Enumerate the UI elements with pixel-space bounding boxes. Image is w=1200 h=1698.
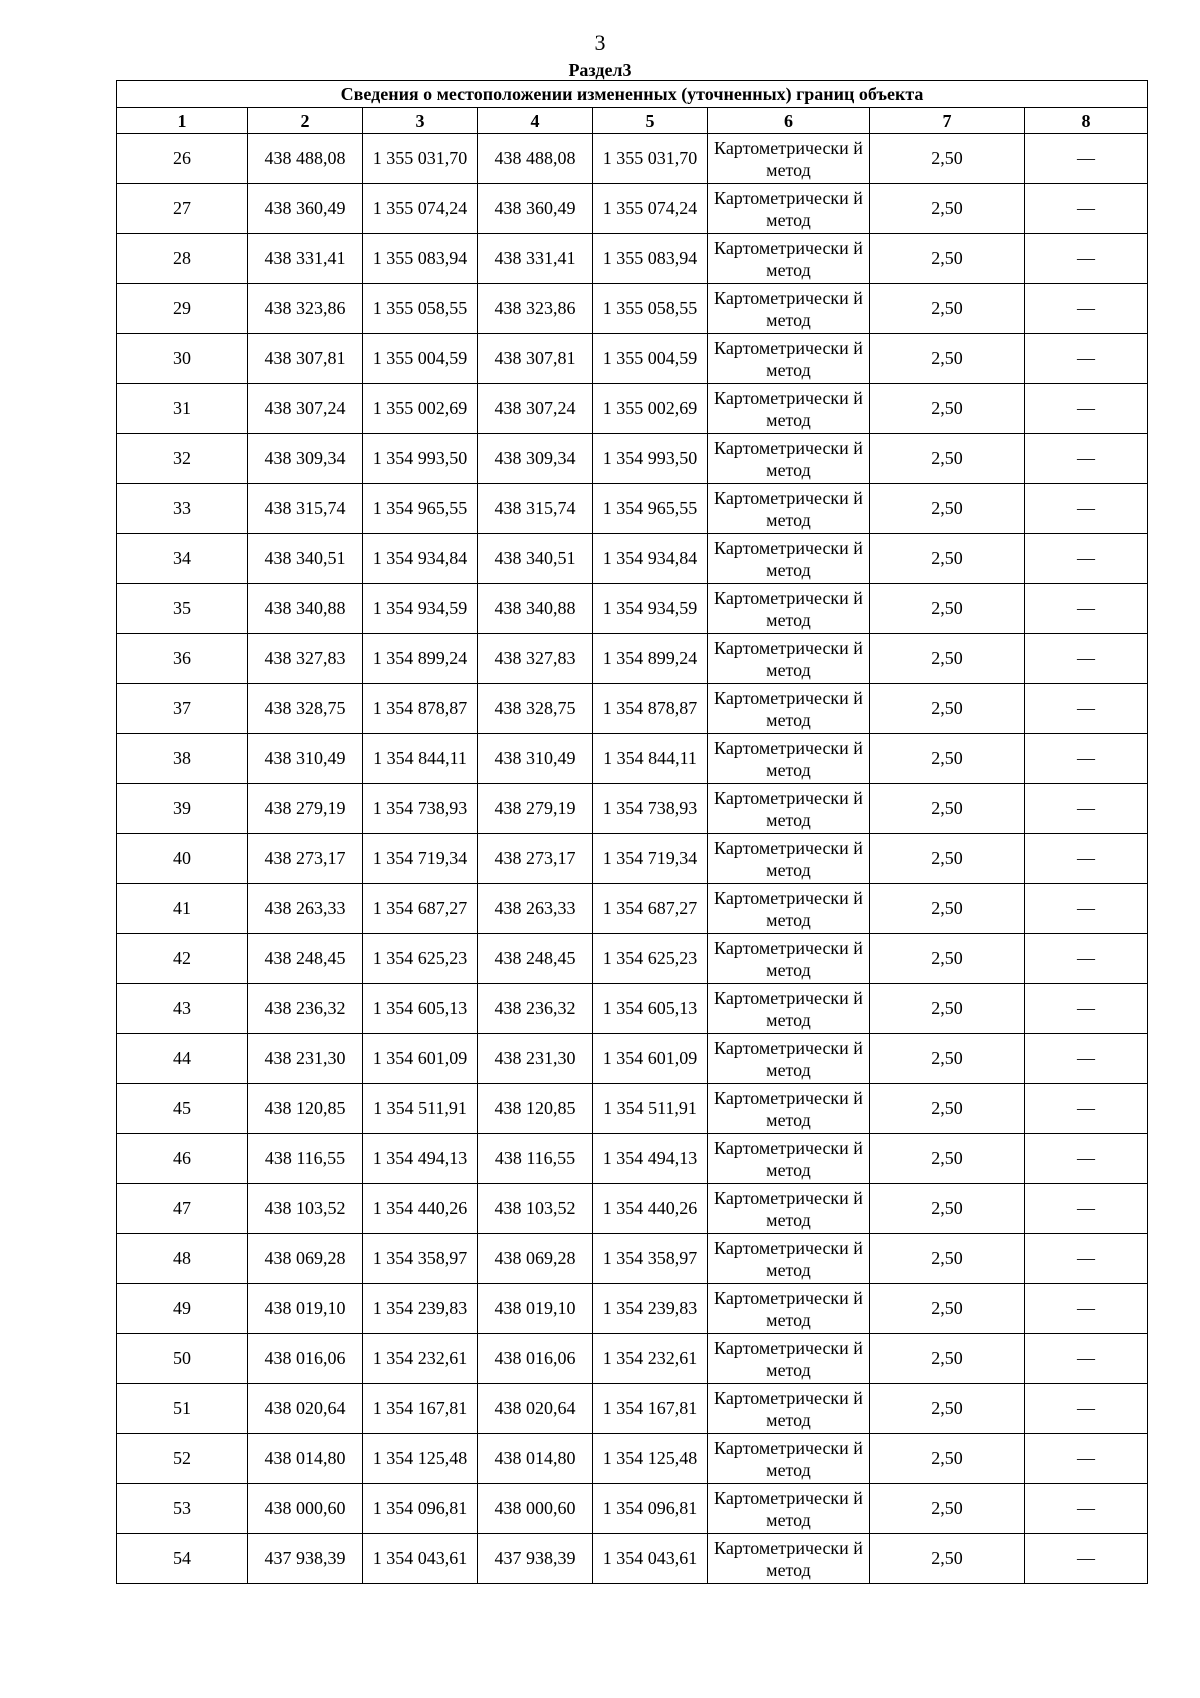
coordinate-cell: 438 360,49 xyxy=(478,184,593,234)
point-number-cell: 48 xyxy=(117,1234,248,1284)
accuracy-cell: 2,50 xyxy=(870,784,1025,834)
coordinate-cell: 438 340,51 xyxy=(248,534,363,584)
coordinate-cell: 1 354 625,23 xyxy=(593,934,708,984)
point-number-cell: 29 xyxy=(117,284,248,334)
method-cell: Картометрически й метод xyxy=(708,1484,870,1534)
point-number-cell: 45 xyxy=(117,1084,248,1134)
coordinate-cell: 438 231,30 xyxy=(478,1034,593,1084)
method-cell: Картометрически й метод xyxy=(708,934,870,984)
coordinate-cell: 438 019,10 xyxy=(478,1284,593,1334)
coordinate-cell: 1 355 002,69 xyxy=(593,384,708,434)
description-cell: — xyxy=(1025,1334,1148,1384)
description-cell: — xyxy=(1025,1434,1148,1484)
point-number-cell: 33 xyxy=(117,484,248,534)
coordinate-cell: 438 273,17 xyxy=(248,834,363,884)
accuracy-cell: 2,50 xyxy=(870,1434,1025,1484)
accuracy-cell: 2,50 xyxy=(870,1084,1025,1134)
description-cell: — xyxy=(1025,234,1148,284)
method-cell: Картометрически й метод xyxy=(708,834,870,884)
method-cell: Картометрически й метод xyxy=(708,1284,870,1334)
accuracy-cell: 2,50 xyxy=(870,284,1025,334)
description-cell: — xyxy=(1025,1034,1148,1084)
coordinate-cell: 437 938,39 xyxy=(478,1534,593,1584)
accuracy-cell: 2,50 xyxy=(870,584,1025,634)
point-number-cell: 34 xyxy=(117,534,248,584)
table-row xyxy=(117,1534,1148,1584)
coordinate-cell: 438 263,33 xyxy=(248,884,363,934)
accuracy-cell: 2,50 xyxy=(870,734,1025,784)
coordinate-cell: 438 307,24 xyxy=(478,384,593,434)
coordinate-cell: 1 355 004,59 xyxy=(593,334,708,384)
method-cell: Картометрически й метод xyxy=(708,1384,870,1434)
method-cell: Картометрически й метод xyxy=(708,1334,870,1384)
method-cell: Картометрически й метод xyxy=(708,184,870,234)
accuracy-cell: 2,50 xyxy=(870,534,1025,584)
coordinate-cell: 1 354 934,84 xyxy=(593,534,708,584)
description-cell: — xyxy=(1025,684,1148,734)
coordinate-cell: 1 355 031,70 xyxy=(363,134,478,184)
table-row xyxy=(117,634,1148,684)
accuracy-cell: 2,50 xyxy=(870,1034,1025,1084)
coordinates-table xyxy=(116,80,1148,1584)
coordinate-cell: 438 116,55 xyxy=(248,1134,363,1184)
accuracy-cell: 2,50 xyxy=(870,834,1025,884)
coordinate-cell: 1 354 965,55 xyxy=(593,484,708,534)
coordinate-cell: 438 236,32 xyxy=(248,984,363,1034)
coordinate-cell: 1 354 934,59 xyxy=(593,584,708,634)
point-number-cell: 54 xyxy=(117,1534,248,1584)
table-row xyxy=(117,284,1148,334)
coordinate-cell: 438 315,74 xyxy=(478,484,593,534)
table-row xyxy=(117,1034,1148,1084)
point-number-cell: 50 xyxy=(117,1334,248,1384)
coordinate-cell: 438 120,85 xyxy=(478,1084,593,1134)
table-row xyxy=(117,934,1148,984)
coordinate-cell: 1 354 719,34 xyxy=(363,834,478,884)
point-number-cell: 28 xyxy=(117,234,248,284)
coordinate-cell: 438 000,60 xyxy=(248,1484,363,1534)
method-cell: Картометрически й метод xyxy=(708,984,870,1034)
description-cell: — xyxy=(1025,1084,1148,1134)
coordinate-cell: 1 354 096,81 xyxy=(593,1484,708,1534)
coordinate-cell: 438 327,83 xyxy=(478,634,593,684)
coordinate-cell: 1 354 993,50 xyxy=(363,434,478,484)
method-cell: Картометрически й метод xyxy=(708,134,870,184)
coordinate-cell: 1 355 083,94 xyxy=(363,234,478,284)
method-cell: Картометрически й метод xyxy=(708,384,870,434)
coordinate-cell: 438 328,75 xyxy=(478,684,593,734)
coordinate-cell: 438 069,28 xyxy=(478,1234,593,1284)
coordinate-cell: 1 354 601,09 xyxy=(593,1034,708,1084)
point-number-cell: 27 xyxy=(117,184,248,234)
coordinate-cell: 438 307,81 xyxy=(248,334,363,384)
description-cell: — xyxy=(1025,1134,1148,1184)
coordinate-cell: 1 354 232,61 xyxy=(363,1334,478,1384)
table-row xyxy=(117,384,1148,434)
coordinate-cell: 438 279,19 xyxy=(478,784,593,834)
coordinate-cell: 1 355 074,24 xyxy=(363,184,478,234)
column-number: 1 xyxy=(117,108,248,134)
coordinate-cell: 438 309,34 xyxy=(248,434,363,484)
coordinate-cell: 438 315,74 xyxy=(248,484,363,534)
coordinate-cell: 1 354 043,61 xyxy=(363,1534,478,1584)
accuracy-cell: 2,50 xyxy=(870,984,1025,1034)
point-number-cell: 41 xyxy=(117,884,248,934)
accuracy-cell: 2,50 xyxy=(870,1334,1025,1384)
table-row xyxy=(117,1384,1148,1434)
accuracy-cell: 2,50 xyxy=(870,184,1025,234)
method-cell: Картометрически й метод xyxy=(708,284,870,334)
accuracy-cell: 2,50 xyxy=(870,634,1025,684)
coordinate-cell: 438 016,06 xyxy=(478,1334,593,1384)
coordinate-cell: 438 488,08 xyxy=(248,134,363,184)
coordinate-cell: 438 323,86 xyxy=(478,284,593,334)
description-cell: — xyxy=(1025,534,1148,584)
coordinate-cell: 1 354 965,55 xyxy=(363,484,478,534)
description-cell: — xyxy=(1025,484,1148,534)
coordinate-cell: 1 354 358,97 xyxy=(363,1234,478,1284)
point-number-cell: 26 xyxy=(117,134,248,184)
coordinate-cell: 438 331,41 xyxy=(478,234,593,284)
description-cell: — xyxy=(1025,884,1148,934)
coordinate-cell: 438 307,24 xyxy=(248,384,363,434)
accuracy-cell: 2,50 xyxy=(870,434,1025,484)
accuracy-cell: 2,50 xyxy=(870,1284,1025,1334)
coordinate-cell: 1 354 687,27 xyxy=(593,884,708,934)
column-number: 4 xyxy=(478,108,593,134)
accuracy-cell: 2,50 xyxy=(870,934,1025,984)
coordinate-cell: 1 354 738,93 xyxy=(593,784,708,834)
coordinate-cell: 1 354 605,13 xyxy=(363,984,478,1034)
table-row xyxy=(117,1184,1148,1234)
coordinate-cell: 438 263,33 xyxy=(478,884,593,934)
accuracy-cell: 2,50 xyxy=(870,334,1025,384)
description-cell: — xyxy=(1025,1184,1148,1234)
method-cell: Картометрически й метод xyxy=(708,1434,870,1484)
point-number-cell: 44 xyxy=(117,1034,248,1084)
coordinate-cell: 1 354 239,83 xyxy=(593,1284,708,1334)
coordinate-cell: 1 354 511,91 xyxy=(363,1084,478,1134)
method-cell: Картометрически й метод xyxy=(708,484,870,534)
table-row xyxy=(117,1334,1148,1384)
accuracy-cell: 2,50 xyxy=(870,384,1025,434)
table-row xyxy=(117,134,1148,184)
table-row xyxy=(117,1084,1148,1134)
table-row xyxy=(117,984,1148,1034)
accuracy-cell: 2,50 xyxy=(870,1484,1025,1534)
description-cell: — xyxy=(1025,1384,1148,1434)
description-cell: — xyxy=(1025,134,1148,184)
table-row xyxy=(117,1434,1148,1484)
method-cell: Картометрически й метод xyxy=(708,1534,870,1584)
method-cell: Картометрически й метод xyxy=(708,784,870,834)
coordinate-cell: 1 354 511,91 xyxy=(593,1084,708,1134)
coordinate-cell: 438 360,49 xyxy=(248,184,363,234)
coordinate-cell: 1 354 899,24 xyxy=(363,634,478,684)
method-cell: Картометрически й метод xyxy=(708,734,870,784)
coordinate-cell: 1 355 058,55 xyxy=(593,284,708,334)
section-title: Раздел3 xyxy=(568,60,632,80)
point-number-cell: 47 xyxy=(117,1184,248,1234)
coordinate-cell: 438 323,86 xyxy=(248,284,363,334)
column-number: 2 xyxy=(248,108,363,134)
description-cell: — xyxy=(1025,184,1148,234)
coordinate-cell: 438 103,52 xyxy=(478,1184,593,1234)
point-number-cell: 51 xyxy=(117,1384,248,1434)
description-cell: — xyxy=(1025,1534,1148,1584)
coordinate-cell: 1 354 232,61 xyxy=(593,1334,708,1384)
table-caption: Сведения о местоположении измененных (уточненных) границ объекта xyxy=(117,81,1148,108)
point-number-cell: 49 xyxy=(117,1284,248,1334)
coordinate-cell: 438 248,45 xyxy=(248,934,363,984)
coordinate-cell: 438 310,49 xyxy=(248,734,363,784)
coordinate-cell: 438 331,41 xyxy=(248,234,363,284)
coordinate-cell: 1 354 043,61 xyxy=(593,1534,708,1584)
coordinate-cell: 1 354 440,26 xyxy=(363,1184,478,1234)
coordinate-cell: 438 307,81 xyxy=(478,334,593,384)
description-cell: — xyxy=(1025,934,1148,984)
table-row xyxy=(117,734,1148,784)
method-cell: Картометрически й метод xyxy=(708,634,870,684)
point-number-cell: 39 xyxy=(117,784,248,834)
table-row xyxy=(117,534,1148,584)
method-cell: Картометрически й метод xyxy=(708,234,870,284)
table-row xyxy=(117,1134,1148,1184)
point-number-cell: 36 xyxy=(117,634,248,684)
description-cell: — xyxy=(1025,984,1148,1034)
accuracy-cell: 2,50 xyxy=(870,1234,1025,1284)
coordinate-cell: 438 014,80 xyxy=(478,1434,593,1484)
column-number: 3 xyxy=(363,108,478,134)
coordinate-cell: 1 354 239,83 xyxy=(363,1284,478,1334)
coordinate-cell: 438 014,80 xyxy=(248,1434,363,1484)
method-cell: Картометрически й метод xyxy=(708,534,870,584)
coordinate-cell: 1 355 083,94 xyxy=(593,234,708,284)
table-row xyxy=(117,484,1148,534)
coordinate-cell: 1 354 125,48 xyxy=(363,1434,478,1484)
coordinate-cell: 438 328,75 xyxy=(248,684,363,734)
description-cell: — xyxy=(1025,584,1148,634)
coordinate-cell: 1 354 601,09 xyxy=(363,1034,478,1084)
column-number: 6 xyxy=(708,108,870,134)
accuracy-cell: 2,50 xyxy=(870,134,1025,184)
table-row xyxy=(117,1234,1148,1284)
description-cell: — xyxy=(1025,834,1148,884)
coordinate-cell: 438 279,19 xyxy=(248,784,363,834)
point-number-cell: 30 xyxy=(117,334,248,384)
coordinate-cell: 438 020,64 xyxy=(248,1384,363,1434)
description-cell: — xyxy=(1025,1234,1148,1284)
description-cell: — xyxy=(1025,734,1148,784)
point-number-cell: 38 xyxy=(117,734,248,784)
coordinate-cell: 438 327,83 xyxy=(248,634,363,684)
point-number-cell: 37 xyxy=(117,684,248,734)
coordinate-cell: 438 340,88 xyxy=(248,584,363,634)
coordinate-cell: 1 355 058,55 xyxy=(363,284,478,334)
coordinate-cell: 1 354 899,24 xyxy=(593,634,708,684)
accuracy-cell: 2,50 xyxy=(870,1534,1025,1584)
coordinate-cell: 438 019,10 xyxy=(248,1284,363,1334)
coordinate-cell: 1 354 440,26 xyxy=(593,1184,708,1234)
table-row xyxy=(117,184,1148,234)
coordinate-cell: 1 354 844,11 xyxy=(363,734,478,784)
coordinate-cell: 438 120,85 xyxy=(248,1084,363,1134)
coordinate-cell: 1 354 605,13 xyxy=(593,984,708,1034)
coordinate-cell: 438 273,17 xyxy=(478,834,593,884)
coordinate-cell: 1 354 494,13 xyxy=(593,1134,708,1184)
accuracy-cell: 2,50 xyxy=(870,484,1025,534)
coordinate-cell: 1 355 002,69 xyxy=(363,384,478,434)
point-number-cell: 46 xyxy=(117,1134,248,1184)
description-cell: — xyxy=(1025,434,1148,484)
accuracy-cell: 2,50 xyxy=(870,1184,1025,1234)
coordinate-cell: 1 354 934,84 xyxy=(363,534,478,584)
coordinate-cell: 1 354 125,48 xyxy=(593,1434,708,1484)
coordinate-cell: 1 354 358,97 xyxy=(593,1234,708,1284)
table-row xyxy=(117,784,1148,834)
method-cell: Картометрически й метод xyxy=(708,684,870,734)
coordinate-cell: 1 355 004,59 xyxy=(363,334,478,384)
accuracy-cell: 2,50 xyxy=(870,234,1025,284)
coordinate-cell: 438 309,34 xyxy=(478,434,593,484)
method-cell: Картометрически й метод xyxy=(708,1234,870,1284)
coordinate-cell: 1 355 074,24 xyxy=(593,184,708,234)
coordinate-cell: 1 354 878,87 xyxy=(363,684,478,734)
table-row xyxy=(117,884,1148,934)
accuracy-cell: 2,50 xyxy=(870,1134,1025,1184)
coordinate-cell: 438 340,88 xyxy=(478,584,593,634)
description-cell: — xyxy=(1025,384,1148,434)
coordinate-cell: 1 354 878,87 xyxy=(593,684,708,734)
column-number: 7 xyxy=(870,108,1025,134)
table-row xyxy=(117,1284,1148,1334)
coordinate-cell: 438 231,30 xyxy=(248,1034,363,1084)
table-row xyxy=(117,434,1148,484)
table-row xyxy=(117,334,1148,384)
coordinate-cell: 437 938,39 xyxy=(248,1534,363,1584)
point-number-cell: 42 xyxy=(117,934,248,984)
coordinate-cell: 438 248,45 xyxy=(478,934,593,984)
coordinate-cell: 1 354 096,81 xyxy=(363,1484,478,1534)
coordinate-cell: 438 020,64 xyxy=(478,1384,593,1434)
method-cell: Картометрически й метод xyxy=(708,584,870,634)
coordinate-cell: 1 354 719,34 xyxy=(593,834,708,884)
table-row xyxy=(117,584,1148,634)
description-cell: — xyxy=(1025,634,1148,684)
method-cell: Картометрически й метод xyxy=(708,434,870,484)
point-number-cell: 31 xyxy=(117,384,248,434)
page-number: 3 xyxy=(594,30,606,55)
coordinate-cell: 438 340,51 xyxy=(478,534,593,584)
description-cell: — xyxy=(1025,334,1148,384)
coordinate-cell: 1 354 167,81 xyxy=(363,1384,478,1434)
coordinate-cell: 1 354 167,81 xyxy=(593,1384,708,1434)
coordinate-cell: 1 354 738,93 xyxy=(363,784,478,834)
table-row xyxy=(117,234,1148,284)
table-row xyxy=(117,1484,1148,1534)
table-body xyxy=(117,134,1148,1584)
description-cell: — xyxy=(1025,1484,1148,1534)
column-number: 5 xyxy=(593,108,708,134)
coordinate-cell: 438 000,60 xyxy=(478,1484,593,1534)
coordinate-cell: 1 354 687,27 xyxy=(363,884,478,934)
method-cell: Картометрически й метод xyxy=(708,1034,870,1084)
point-number-cell: 35 xyxy=(117,584,248,634)
point-number-cell: 53 xyxy=(117,1484,248,1534)
point-number-cell: 43 xyxy=(117,984,248,1034)
table-caption-row xyxy=(117,81,1148,108)
accuracy-cell: 2,50 xyxy=(870,1384,1025,1434)
point-number-cell: 40 xyxy=(117,834,248,884)
method-cell: Картометрически й метод xyxy=(708,1134,870,1184)
coordinate-cell: 438 116,55 xyxy=(478,1134,593,1184)
coordinate-cell: 1 354 934,59 xyxy=(363,584,478,634)
coordinate-cell: 438 488,08 xyxy=(478,134,593,184)
coordinate-cell: 438 103,52 xyxy=(248,1184,363,1234)
method-cell: Картометрически й метод xyxy=(708,1084,870,1134)
coordinate-cell: 1 354 993,50 xyxy=(593,434,708,484)
coordinate-cell: 438 016,06 xyxy=(248,1334,363,1384)
table-row xyxy=(117,834,1148,884)
method-cell: Картометрически й метод xyxy=(708,884,870,934)
accuracy-cell: 2,50 xyxy=(870,684,1025,734)
column-number-row xyxy=(117,108,1148,134)
coordinate-cell: 1 354 625,23 xyxy=(363,934,478,984)
table-row xyxy=(117,684,1148,734)
coordinate-cell: 438 069,28 xyxy=(248,1234,363,1284)
coordinate-cell: 438 236,32 xyxy=(478,984,593,1034)
point-number-cell: 52 xyxy=(117,1434,248,1484)
coordinate-cell: 438 310,49 xyxy=(478,734,593,784)
column-number: 8 xyxy=(1025,108,1148,134)
coordinate-cell: 1 354 844,11 xyxy=(593,734,708,784)
accuracy-cell: 2,50 xyxy=(870,884,1025,934)
point-number-cell: 32 xyxy=(117,434,248,484)
method-cell: Картометрически й метод xyxy=(708,1184,870,1234)
description-cell: — xyxy=(1025,784,1148,834)
coordinate-cell: 1 354 494,13 xyxy=(363,1134,478,1184)
coordinate-cell: 1 355 031,70 xyxy=(593,134,708,184)
method-cell: Картометрически й метод xyxy=(708,334,870,384)
description-cell: — xyxy=(1025,1284,1148,1334)
description-cell: — xyxy=(1025,284,1148,334)
